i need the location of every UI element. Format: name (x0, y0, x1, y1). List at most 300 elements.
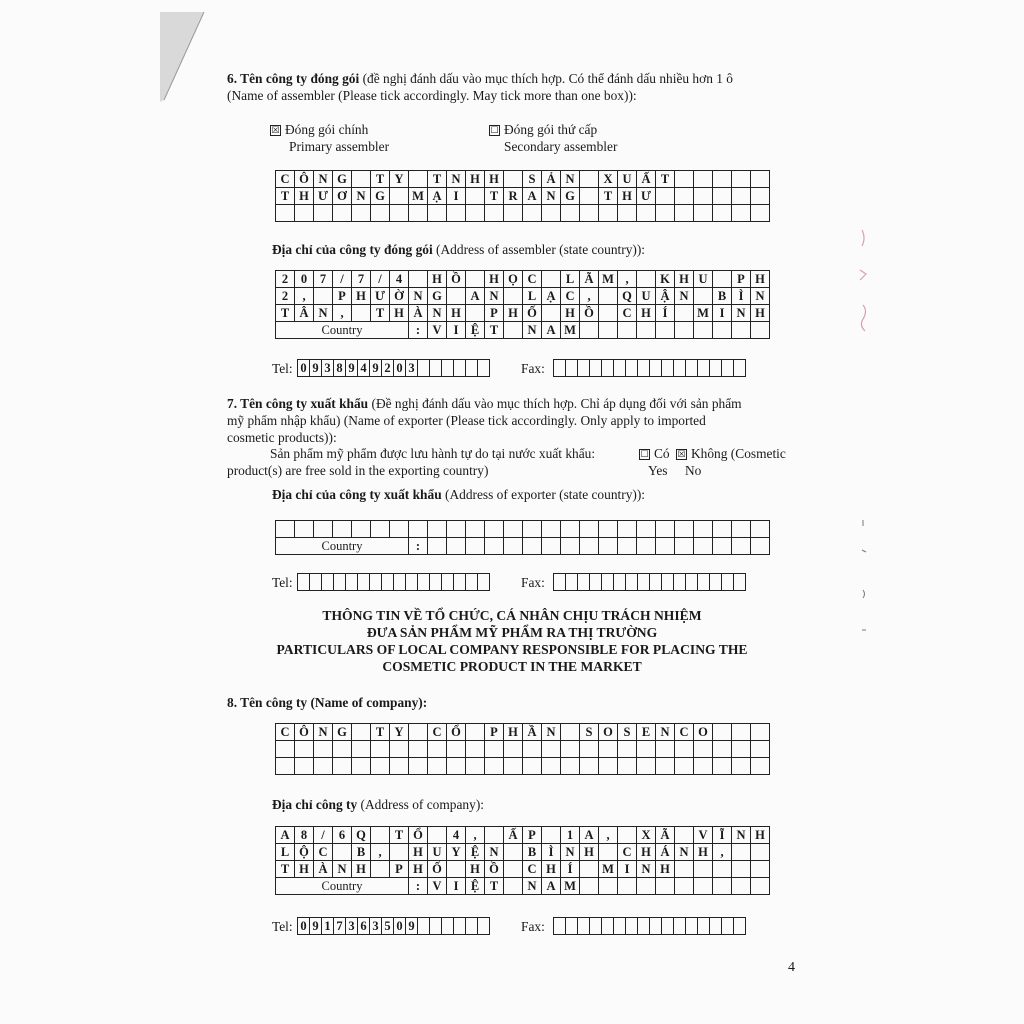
digit-box[interactable]: 3 (346, 918, 358, 935)
letter-box[interactable]: O (599, 724, 618, 741)
letter-box[interactable] (751, 521, 770, 538)
letter-box[interactable] (580, 188, 599, 205)
letter-box[interactable]: A (580, 827, 599, 844)
digit-box[interactable] (298, 574, 310, 591)
letter-box[interactable]: M (694, 305, 713, 322)
letter-box[interactable] (732, 741, 751, 758)
letter-box[interactable]: P (485, 724, 504, 741)
letter-box[interactable] (561, 724, 580, 741)
letter-box[interactable]: G (333, 724, 352, 741)
digit-box[interactable] (686, 918, 698, 935)
letter-box[interactable] (561, 538, 580, 555)
letter-box[interactable]: Q (352, 827, 371, 844)
letter-box[interactable]: X (637, 827, 656, 844)
letter-box[interactable] (276, 741, 295, 758)
assembler-fax-boxes[interactable] (553, 359, 746, 377)
letter-box[interactable]: A (542, 878, 561, 895)
letter-box[interactable] (314, 741, 333, 758)
letter-box[interactable] (561, 758, 580, 775)
letter-box[interactable]: R (504, 188, 523, 205)
letter-box[interactable]: H (675, 271, 694, 288)
letter-box[interactable]: À (314, 861, 333, 878)
letter-box[interactable] (485, 521, 504, 538)
letter-box[interactable] (732, 521, 751, 538)
digit-box[interactable] (590, 360, 602, 377)
letter-box[interactable] (333, 844, 352, 861)
letter-box[interactable]: N (656, 724, 675, 741)
letter-box[interactable]: E (637, 724, 656, 741)
digit-box[interactable] (466, 574, 478, 591)
letter-box[interactable]: S (580, 724, 599, 741)
letter-box[interactable]: C (618, 844, 637, 861)
letter-box[interactable]: T (485, 322, 504, 339)
digit-box[interactable]: 6 (358, 918, 370, 935)
letter-box[interactable]: T (371, 305, 390, 322)
letter-box[interactable]: 6 (333, 827, 352, 844)
digit-box[interactable] (454, 360, 466, 377)
letter-box[interactable] (352, 758, 371, 775)
letter-box[interactable]: L (561, 271, 580, 288)
letter-box[interactable]: U (618, 171, 637, 188)
letter-box[interactable] (409, 758, 428, 775)
letter-box[interactable]: Ấ (637, 171, 656, 188)
letter-box[interactable]: Ệ (466, 322, 485, 339)
letter-box[interactable]: P (732, 271, 751, 288)
letter-box[interactable]: P (390, 861, 409, 878)
company-fax-boxes[interactable] (553, 917, 746, 935)
digit-box[interactable] (346, 574, 358, 591)
letter-box[interactable]: X (599, 171, 618, 188)
letter-box[interactable] (352, 205, 371, 222)
letter-box[interactable]: Ạ (542, 288, 561, 305)
digit-box[interactable] (710, 574, 722, 591)
letter-box[interactable]: O (694, 724, 713, 741)
letter-box[interactable]: T (371, 724, 390, 741)
letter-box[interactable] (523, 758, 542, 775)
letter-box[interactable] (580, 741, 599, 758)
digit-box[interactable] (662, 574, 674, 591)
letter-box[interactable]: Ã (580, 271, 599, 288)
letter-box[interactable] (390, 521, 409, 538)
digit-box[interactable]: 9 (406, 918, 418, 935)
letter-box[interactable] (713, 205, 732, 222)
letter-box[interactable]: 8 (295, 827, 314, 844)
letter-box[interactable] (732, 844, 751, 861)
letter-box[interactable]: Ờ (390, 288, 409, 305)
digit-box[interactable] (394, 574, 406, 591)
letter-box[interactable] (618, 538, 637, 555)
letter-box[interactable] (466, 758, 485, 775)
letter-box[interactable]: N (428, 305, 447, 322)
letter-box[interactable] (713, 538, 732, 555)
digit-box[interactable]: 4 (358, 360, 370, 377)
letter-box[interactable]: Ư (371, 288, 390, 305)
digit-box[interactable] (602, 574, 614, 591)
letter-box[interactable]: Ổ (409, 827, 428, 844)
letter-box[interactable] (732, 538, 751, 555)
letter-box[interactable]: Ố (428, 861, 447, 878)
letter-box[interactable] (466, 271, 485, 288)
digit-box[interactable] (686, 574, 698, 591)
letter-box[interactable] (352, 171, 371, 188)
letter-box[interactable] (504, 741, 523, 758)
letter-box[interactable]: H (580, 844, 599, 861)
letter-box[interactable]: Ĩ (713, 827, 732, 844)
letter-box[interactable] (390, 741, 409, 758)
letter-box[interactable]: H (751, 827, 770, 844)
letter-box[interactable] (713, 724, 732, 741)
letter-box[interactable] (694, 521, 713, 538)
letter-box[interactable] (580, 171, 599, 188)
digit-box[interactable] (710, 360, 722, 377)
letter-box[interactable] (504, 538, 523, 555)
letter-box[interactable]: S (618, 724, 637, 741)
letter-box[interactable]: Ồ (580, 305, 599, 322)
letter-box[interactable]: Ì (542, 844, 561, 861)
digit-box[interactable] (370, 574, 382, 591)
letter-box[interactable] (295, 205, 314, 222)
letter-box[interactable] (428, 758, 447, 775)
letter-box[interactable] (694, 288, 713, 305)
digit-box[interactable] (310, 574, 322, 591)
letter-box[interactable]: , (580, 288, 599, 305)
letter-box[interactable] (599, 878, 618, 895)
letter-box[interactable] (371, 827, 390, 844)
letter-box[interactable]: Ư (314, 188, 333, 205)
letter-box[interactable] (428, 521, 447, 538)
letter-box[interactable] (732, 878, 751, 895)
letter-box[interactable] (504, 878, 523, 895)
letter-box[interactable]: T (371, 171, 390, 188)
letter-box[interactable]: L (276, 844, 295, 861)
letter-box[interactable]: N (561, 844, 580, 861)
letter-box[interactable]: C (523, 271, 542, 288)
letter-box[interactable] (656, 322, 675, 339)
letter-box[interactable]: C (675, 724, 694, 741)
company-address-grid[interactable] (275, 826, 770, 895)
letter-box[interactable] (542, 271, 561, 288)
letter-box[interactable]: H (694, 844, 713, 861)
letter-box[interactable]: M (599, 861, 618, 878)
letter-box[interactable] (276, 521, 295, 538)
letter-box[interactable] (504, 861, 523, 878)
letter-box[interactable]: N (314, 724, 333, 741)
letter-box[interactable]: T (599, 188, 618, 205)
assembler-address-grid[interactable] (275, 270, 770, 339)
letter-box[interactable] (428, 827, 447, 844)
exporter-address-grid[interactable] (275, 520, 770, 555)
letter-box[interactable] (599, 305, 618, 322)
letter-box[interactable] (751, 741, 770, 758)
letter-box[interactable]: H (466, 861, 485, 878)
letter-box[interactable] (409, 741, 428, 758)
letter-box[interactable]: H (409, 861, 428, 878)
digit-box[interactable] (554, 360, 566, 377)
letter-box[interactable] (656, 205, 675, 222)
letter-box[interactable] (713, 878, 732, 895)
letter-box[interactable]: T (276, 305, 295, 322)
letter-box[interactable] (694, 538, 713, 555)
letter-box[interactable]: T (428, 171, 447, 188)
letter-box[interactable] (675, 305, 694, 322)
letter-box[interactable] (694, 322, 713, 339)
digit-box[interactable] (442, 360, 454, 377)
letter-box[interactable] (447, 521, 466, 538)
letter-box[interactable]: H (409, 844, 428, 861)
letter-box[interactable] (466, 205, 485, 222)
letter-box[interactable]: , (295, 288, 314, 305)
digit-box[interactable] (566, 918, 578, 935)
letter-box[interactable]: G (428, 288, 447, 305)
letter-box[interactable] (675, 171, 694, 188)
letter-box[interactable]: T (485, 878, 504, 895)
letter-box[interactable] (580, 521, 599, 538)
letter-box[interactable]: A (466, 288, 485, 305)
letter-box[interactable]: / (333, 271, 352, 288)
letter-box[interactable] (675, 205, 694, 222)
letter-box[interactable] (447, 288, 466, 305)
letter-box[interactable]: H (428, 271, 447, 288)
digit-box[interactable] (734, 360, 746, 377)
letter-box[interactable]: Y (390, 724, 409, 741)
digit-box[interactable] (442, 574, 454, 591)
letter-box[interactable]: , (618, 271, 637, 288)
letter-box[interactable]: H (295, 861, 314, 878)
letter-box[interactable] (751, 322, 770, 339)
letter-box[interactable]: H (504, 305, 523, 322)
free-sold-yes-option[interactable] (639, 445, 670, 462)
digit-box[interactable] (478, 360, 490, 377)
letter-box[interactable] (390, 758, 409, 775)
letter-box[interactable]: C (561, 288, 580, 305)
letter-box[interactable]: , (599, 827, 618, 844)
letter-box[interactable] (618, 521, 637, 538)
letter-box[interactable]: I (618, 861, 637, 878)
letter-box[interactable]: 7 (314, 271, 333, 288)
letter-box[interactable] (561, 521, 580, 538)
letter-box[interactable]: H (751, 271, 770, 288)
digit-box[interactable] (578, 574, 590, 591)
letter-box[interactable]: H (485, 271, 504, 288)
letter-box[interactable] (561, 205, 580, 222)
letter-box[interactable]: N (751, 288, 770, 305)
digit-box[interactable] (566, 574, 578, 591)
letter-box[interactable] (637, 741, 656, 758)
letter-box[interactable]: Ọ (504, 271, 523, 288)
letter-box[interactable]: C (618, 305, 637, 322)
free-sold-no-checkbox-checked[interactable]: ☒ (677, 449, 686, 459)
letter-box[interactable] (485, 205, 504, 222)
letter-box[interactable]: 7 (352, 271, 371, 288)
digit-box[interactable] (638, 574, 650, 591)
letter-box[interactable] (599, 288, 618, 305)
letter-box[interactable]: 4 (447, 827, 466, 844)
letter-box[interactable] (466, 305, 485, 322)
letter-box[interactable] (656, 538, 675, 555)
letter-box[interactable] (523, 538, 542, 555)
digit-box[interactable] (674, 360, 686, 377)
letter-box[interactable] (732, 188, 751, 205)
letter-box[interactable] (694, 758, 713, 775)
letter-box[interactable]: 2 (276, 271, 295, 288)
digit-box[interactable] (430, 360, 442, 377)
letter-box[interactable] (447, 538, 466, 555)
letter-box[interactable]: M (561, 878, 580, 895)
letter-box[interactable] (732, 861, 751, 878)
letter-box[interactable]: V (694, 827, 713, 844)
letter-box[interactable]: T (390, 827, 409, 844)
digit-box[interactable] (650, 574, 662, 591)
digit-box[interactable] (466, 918, 478, 935)
letter-box[interactable]: H (466, 171, 485, 188)
letter-box[interactable]: Ư (637, 188, 656, 205)
letter-box[interactable] (618, 827, 637, 844)
letter-box[interactable] (580, 861, 599, 878)
letter-box[interactable] (694, 741, 713, 758)
letter-box[interactable]: H (637, 305, 656, 322)
letter-box[interactable]: H (751, 305, 770, 322)
letter-box[interactable] (390, 188, 409, 205)
letter-box[interactable] (352, 741, 371, 758)
letter-box[interactable]: P (333, 288, 352, 305)
letter-box[interactable] (618, 322, 637, 339)
digit-box[interactable]: 7 (334, 918, 346, 935)
letter-box[interactable] (542, 538, 561, 555)
letter-box[interactable]: / (314, 827, 333, 844)
letter-box[interactable] (599, 205, 618, 222)
letter-box[interactable]: Ấ (504, 827, 523, 844)
digit-box[interactable] (650, 918, 662, 935)
digit-box[interactable] (698, 918, 710, 935)
letter-box[interactable] (656, 521, 675, 538)
letter-box[interactable] (713, 861, 732, 878)
letter-box[interactable] (618, 205, 637, 222)
letter-box[interactable] (371, 205, 390, 222)
letter-box[interactable] (751, 878, 770, 895)
letter-box[interactable] (561, 741, 580, 758)
letter-box[interactable]: H (352, 861, 371, 878)
letter-box[interactable]: A (542, 322, 561, 339)
letter-box[interactable] (504, 205, 523, 222)
letter-box[interactable]: / (371, 271, 390, 288)
letter-box[interactable] (409, 271, 428, 288)
company-name-grid[interactable] (275, 723, 770, 775)
letter-box[interactable] (694, 188, 713, 205)
letter-box[interactable] (732, 322, 751, 339)
letter-box[interactable]: C (276, 724, 295, 741)
letter-box[interactable] (637, 271, 656, 288)
digit-box[interactable] (626, 360, 638, 377)
digit-box[interactable] (382, 574, 394, 591)
digit-box[interactable] (686, 360, 698, 377)
letter-box[interactable] (352, 724, 371, 741)
letter-box[interactable] (333, 741, 352, 758)
digit-box[interactable]: 5 (382, 918, 394, 935)
letter-box[interactable]: H (561, 305, 580, 322)
letter-box[interactable] (713, 322, 732, 339)
letter-box[interactable]: Í (561, 861, 580, 878)
digit-box[interactable] (734, 574, 746, 591)
letter-box[interactable] (390, 844, 409, 861)
digit-box[interactable] (650, 360, 662, 377)
letter-box[interactable]: Ầ (523, 724, 542, 741)
letter-box[interactable] (599, 741, 618, 758)
letter-box[interactable] (637, 878, 656, 895)
letter-box[interactable] (542, 305, 561, 322)
digit-box[interactable] (698, 360, 710, 377)
digit-box[interactable]: 9 (310, 918, 322, 935)
letter-box[interactable] (675, 538, 694, 555)
letter-box[interactable]: L (523, 288, 542, 305)
letter-box[interactable]: V (428, 322, 447, 339)
letter-box[interactable] (675, 521, 694, 538)
letter-box[interactable]: T (276, 861, 295, 878)
letter-box[interactable] (694, 878, 713, 895)
letter-box[interactable]: H (390, 305, 409, 322)
letter-box[interactable] (466, 538, 485, 555)
digit-box[interactable] (626, 574, 638, 591)
letter-box[interactable]: Ổ (447, 724, 466, 741)
letter-box[interactable] (751, 188, 770, 205)
letter-box[interactable] (485, 741, 504, 758)
digit-box[interactable] (638, 918, 650, 935)
letter-box[interactable]: N (409, 288, 428, 305)
digit-box[interactable] (662, 360, 674, 377)
digit-box[interactable] (358, 574, 370, 591)
digit-box[interactable] (662, 918, 674, 935)
letter-box[interactable]: N (352, 188, 371, 205)
digit-box[interactable] (334, 574, 346, 591)
digit-box[interactable] (554, 918, 566, 935)
letter-box[interactable] (580, 538, 599, 555)
letter-box[interactable] (713, 741, 732, 758)
letter-box[interactable]: N (732, 827, 751, 844)
letter-box[interactable] (542, 741, 561, 758)
letter-box[interactable]: N (542, 188, 561, 205)
letter-box[interactable] (523, 521, 542, 538)
letter-box[interactable]: M (561, 322, 580, 339)
letter-box[interactable]: G (561, 188, 580, 205)
letter-box[interactable]: Ệ (466, 844, 485, 861)
letter-box[interactable] (637, 205, 656, 222)
letter-box[interactable]: 1 (561, 827, 580, 844)
letter-box[interactable]: , (333, 305, 352, 322)
letter-box[interactable]: U (428, 844, 447, 861)
letter-box[interactable] (542, 758, 561, 775)
digit-box[interactable] (454, 574, 466, 591)
letter-box[interactable]: T (485, 188, 504, 205)
digit-box[interactable] (566, 360, 578, 377)
letter-box[interactable] (542, 827, 561, 844)
letter-box[interactable]: A (276, 827, 295, 844)
letter-box[interactable]: C (314, 844, 333, 861)
letter-box[interactable]: B (523, 844, 542, 861)
letter-box[interactable] (485, 538, 504, 555)
letter-box[interactable]: H (295, 188, 314, 205)
letter-box[interactable] (732, 171, 751, 188)
letter-box[interactable]: H (542, 861, 561, 878)
company-tel-boxes[interactable] (297, 917, 490, 935)
letter-box[interactable]: T (276, 188, 295, 205)
letter-box[interactable] (276, 758, 295, 775)
letter-box[interactable] (504, 288, 523, 305)
digit-box[interactable] (602, 360, 614, 377)
letter-box[interactable] (599, 538, 618, 555)
letter-box[interactable] (428, 205, 447, 222)
digit-box[interactable] (734, 918, 746, 935)
digit-box[interactable] (418, 360, 430, 377)
letter-box[interactable] (599, 758, 618, 775)
